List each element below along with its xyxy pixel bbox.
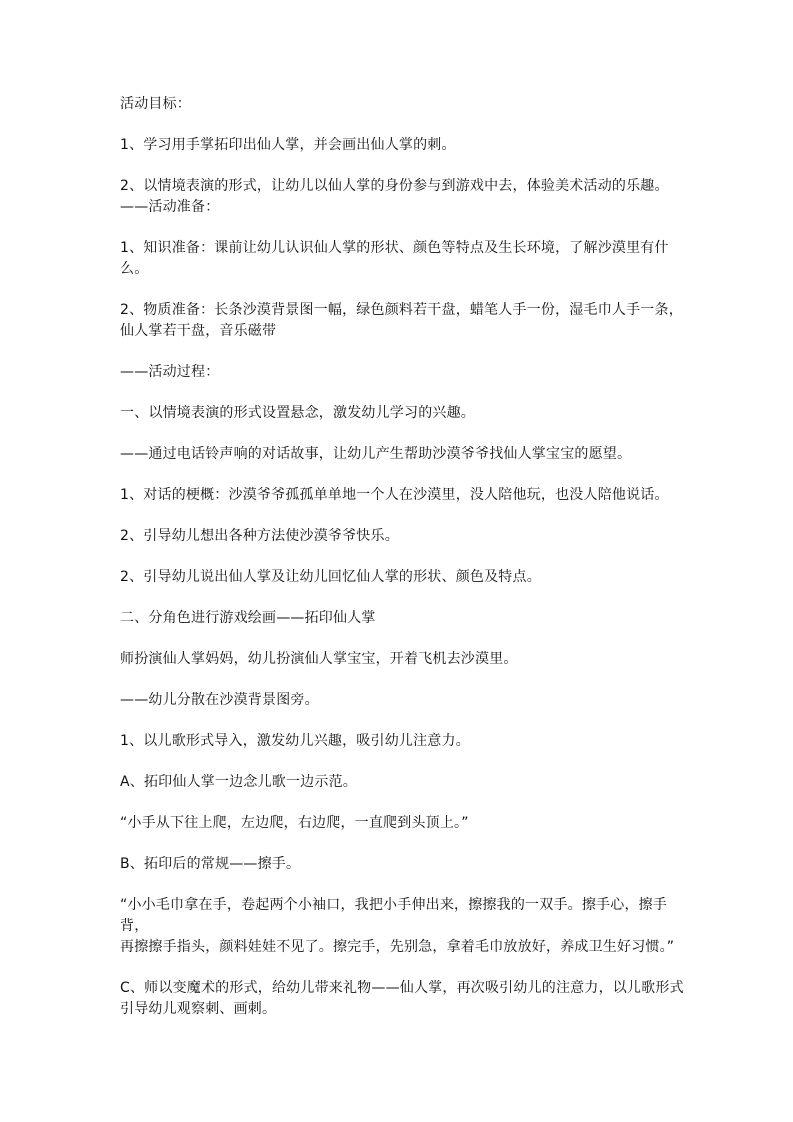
paragraph (120, 485, 690, 506)
paragraph (120, 444, 690, 465)
paragraph (120, 526, 690, 547)
text-line: “小小毛巾拿在手，卷起两个小袖口，我把小手伸出来，擦擦我的一双手。擦手心，擦手背， (120, 897, 668, 934)
paragraph (120, 978, 690, 1020)
paragraph (120, 649, 690, 670)
text-line: C、师以变魔术的形式，给幼儿带来礼物——仙人掌，再次吸引幼儿的注意力，以儿歌形式 (120, 980, 684, 996)
text-line: 师扮演仙人掌妈妈，幼儿扮演仙人掌宝宝，开着飞机去沙漠里。 (120, 651, 518, 667)
paragraph (120, 854, 690, 875)
text-line: 2、物质准备：长条沙漠背景图一幅，绿色颜料若干盘，蜡笔人手一份，湿毛巾人手一条， (120, 302, 683, 318)
paragraph (120, 895, 690, 958)
text-line: ——通过电话铃声响的对话故事，让幼儿产生帮助沙漠爷爷找仙人掌宝宝的愿望。 (120, 446, 632, 462)
text-line: 1、对话的梗概：沙漠爷爷孤孤单单地一个人在沙漠里，没人陪他玩，也没人陪他说话。 (120, 487, 669, 503)
text-line: 二、分角色进行游戏绘画——拓印仙人掌 (120, 610, 376, 626)
paragraph (120, 300, 690, 342)
text-line: “小手从下往上爬，左边爬，右边爬，一直爬到头顶上。” (120, 815, 469, 831)
text-line: 一、以情境表演的形式设置悬念，激发幼儿学习的兴趣。 (120, 405, 475, 421)
paragraph (120, 731, 690, 752)
text-line: 再擦擦手指头，颜料娃娃不见了。擦完手，先别急，拿着毛巾放放好，养成卫生好习惯。” (120, 939, 675, 955)
text-line: B、拓印后的常规——擦手。 (120, 856, 301, 872)
text-line: 2、引导幼儿说出仙人掌及让幼儿回忆仙人掌的形状、颜色及特点。 (120, 569, 541, 585)
paragraph (120, 690, 690, 711)
paragraph (120, 772, 690, 793)
text-line: 仙人掌若干盘，音乐磁带 (120, 323, 277, 339)
document-page (120, 94, 690, 1040)
paragraph (120, 238, 690, 280)
text-line: 1、以儿歌形式导入，激发幼儿兴趣，吸引幼儿注意力。 (120, 733, 470, 749)
text-line: ——幼儿分散在沙漠背景图旁。 (120, 692, 319, 708)
paragraph (120, 135, 690, 156)
text-line: ——活动过程： (120, 364, 220, 380)
paragraph (120, 608, 690, 629)
paragraph (120, 567, 690, 588)
text-line: 活动目标： (120, 96, 191, 112)
text-line: 1、知识准备：课前让幼儿认识仙人掌的形状、颜色等特点及生长环境，了解沙漠里有什么。 (120, 240, 669, 277)
paragraph (120, 94, 690, 115)
text-line: A、拓印仙人掌一边念儿歌一边示范。 (120, 774, 357, 790)
text-line: 2、以情境表演的形式，让幼儿以仙人掌的身份参与到游戏中去，体验美术活动的乐趣。 (120, 178, 669, 194)
text-line: 引导幼儿观察刺、画刺。 (120, 1001, 277, 1017)
paragraph (120, 362, 690, 383)
text-line: 1、学习用手掌拓印出仙人掌，并会画出仙人掌的刺。 (120, 137, 456, 153)
paragraph (120, 176, 690, 218)
text-line: ——活动准备： (120, 199, 220, 215)
paragraph (120, 403, 690, 424)
paragraph (120, 813, 690, 834)
text-line: 2、引导幼儿想出各种方法使沙漠爷爷快乐。 (120, 528, 399, 544)
